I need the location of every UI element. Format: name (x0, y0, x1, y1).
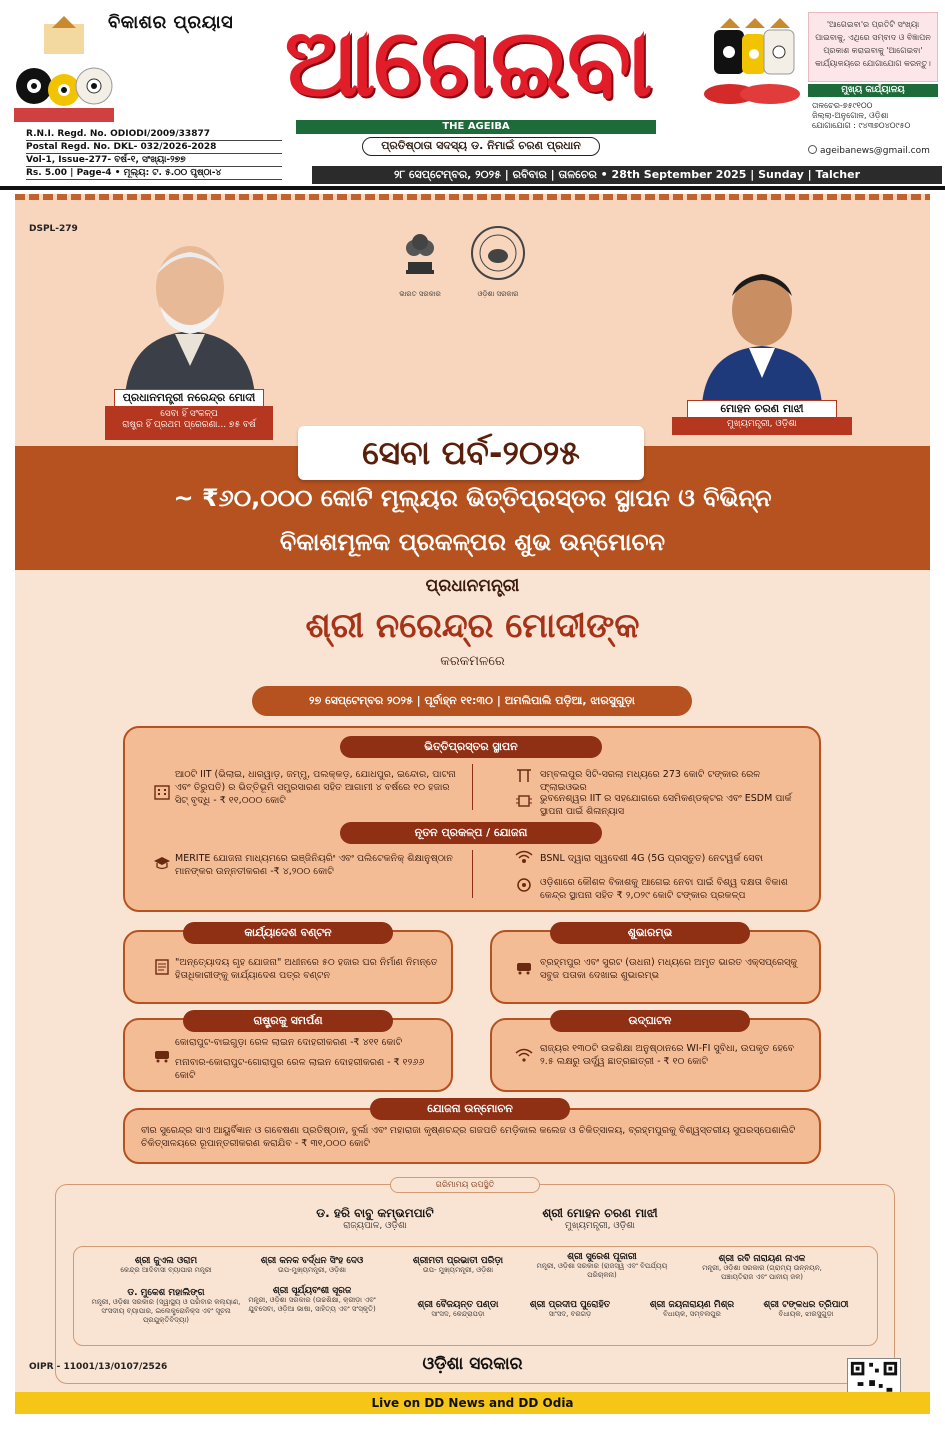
reg-line: Postal Regd. No. DKL- 032/2026-2028 (26, 141, 282, 154)
launch-header: ଶୁଭାରମ୍ଭ (550, 922, 750, 944)
scheme-text: ବୀର ସୁରେନ୍ଦ୍ର ସାଏ ଆୟୁର୍ବିଜ୍ଞାନ ଓ ଗବେଷଣା ପ୍ରତିଷ୍ଠାନ, ବୁର୍ଲା ଏବଂ ମହାରାଜା କୃଷ୍ଣଚନ୍ଦ୍ର ଗଜପତି ମେଡ଼ିକାଲ କଲେଜ ଓ ଚିକିତ୍ସାଳୟ, ବ୍ରହ୍ମପୁରକୁ ବିଶ୍ୱସ୍ତରୀୟ ସୁପରସ୍ପେଶାଲିଟି ଚିକିତ୍ସାଳୟରେ ରୂପାନ୍ତରୀକରଣ କରାଯିବ - ₹ ୩୧,୦୦୦ କୋଟି (141, 1125, 796, 1149)
pm-slogan-line2: ରାଷ୍ଟ୍ର ହିଁ ପ୍ରଥମ ପ୍ରେରଣା... ୭୫ ବର୍ଷ (122, 420, 256, 430)
emblem-caption: ଭାରତ ସରକାର (399, 290, 441, 298)
dignitary-name: ଶ୍ରୀ ଟଙ୍କଧର ତ୍ରିପାଠୀ (763, 1300, 849, 1310)
vip-designation: ରାଜ୍ୟପାଳ, ଓଡ଼ିଶା (343, 1221, 407, 1231)
office-title: ମୁଖ୍ୟ କାର୍ଯ୍ୟାଳୟ (808, 84, 938, 97)
new-skill-text: ଓଡ଼ିଶାରେ କୌଶଳ ବିକାଶକୁ ଆଗେଇ ନେବା ପାଇଁ ବିଶ୍ୱ ଦକ୍ଷତା ବିକାଶ କେନ୍ଦ୍ର ସ୍ଥାପନା ସହିତ ₹ ୨,୦୨୯ କୋଟି ଟଙ୍କାର ପ୍ରକଳ୍ପ (540, 877, 788, 901)
dignitary (91, 1288, 241, 1325)
masthead-tagline: ବିକାଶର ପ୍ରୟାସ (108, 12, 234, 33)
dignitary (91, 1256, 241, 1275)
vip-governor (275, 1206, 475, 1231)
cm-portrait (687, 254, 837, 404)
email-line[interactable] (808, 145, 940, 156)
signal-icon (515, 850, 533, 868)
ad-decorative-border (15, 194, 930, 200)
dedication-header: ରାଷ୍ଟ୍ରକୁ ସମର୍ପଣ (183, 1010, 393, 1032)
dignitaries-header: ଗରିମାମୟ ଉପସ୍ଥିତି (390, 1177, 540, 1193)
dignitary-designation: ବିଧାୟକ, ଝାରସୁଗୁଡ଼ା (778, 1310, 834, 1318)
dignitary (527, 1252, 677, 1280)
graduate-icon (153, 854, 171, 872)
event-details: ୨୭ ସେପ୍ଟେମ୍ବର ୨୦୨୫ | ପୂର୍ବାହ୍ନ ୧୧:୩୦ | ଅମଲିପାଲି ପଡ଼ିଆ, ଝାରସୁଗୁଡ଼ା (252, 686, 692, 716)
dignitary (383, 1256, 533, 1275)
seva-parba-title: ସେବା ପର୍ବ-୨୦୨୫ (298, 426, 644, 480)
dignitary-designation: ମନ୍ତ୍ରୀ, ଓଡ଼ିଶା ସରକାର (ଉଚ୍ଚଶିକ୍ଷା, କ୍ରୀଡ଼ା ଏବଂ ଯୁବସେବା, ଓଡ଼ିଆ ଭାଷା, ସାହିତ୍ୟ ଏବଂ ସଂସ୍କୃତି) (248, 1296, 376, 1313)
oipr-code: OIPR - 11001/13/0107/2526 (29, 1362, 168, 1372)
building-icon (153, 782, 171, 800)
contact-line: ଯୋଗାଯୋଗ : ୯୪୩୭୦୪୦୯୫୦ (812, 121, 911, 130)
dignitary-name: ଶ୍ରୀ ଜୁଏଲ ଓରାମ (134, 1256, 198, 1266)
foundation-esdm-text: ଭୁବନେଶ୍ୱର IIT ର ସହଯୋଗରେ ସେମିକଣ୍ଡକ୍ଟର ଏବଂ ESDM ପାର୍କ ସ୍ଥାପନା ପାଇଁ ଶିଳାନ୍ୟାସ (540, 793, 792, 817)
dignitary-designation: ମନ୍ତ୍ରୀ, ଓଡ଼ିଶା ସରକାର (ଗ୍ରାମ୍ୟ ଉନ୍ନୟନ, ପଞ୍ଚାୟତିରାଜ ଏବଂ ପାନୀୟ ଜଳ) (702, 1264, 822, 1281)
email-icon (808, 145, 817, 154)
vip-chief-minister (500, 1206, 700, 1231)
divider (472, 764, 473, 810)
train-icon (515, 958, 533, 976)
logo-text: ଆଗେଇବା (284, 8, 651, 118)
odisha-seal (463, 224, 533, 314)
launch-text: ବ୍ରହ୍ମପୁର ଏବଂ ସୁରଟ (ଉଧନା) ମଧ୍ୟରେ ଅମୃତ ଭାରତ ଏକ୍ସପ୍ରେସ୍‌କୁ ସବୁଜ ପତାକା ଦେଖାଇ ଶୁଭାରମ୍ଭ (540, 957, 798, 981)
dignitary-designation: ବିଧାୟକ, ସମ୍ବଲପୁର (663, 1310, 721, 1318)
jagannath-trinity-image (14, 16, 114, 124)
dignitary-name: ଶ୍ରୀ ବୈଜୟନ୍ତ ପଣ୍ଡା (417, 1300, 499, 1310)
dignitary-designation: ସାଂସଦ, ବରଗଡ଼ (548, 1310, 592, 1318)
dignitary-name: ଶ୍ରୀ ସୁରେଶ ପୂଜାରୀ (567, 1252, 637, 1262)
english-name: THE AGEIBA (296, 120, 656, 134)
title-line-2: ବିକାଶମୂଳକ ପ୍ରକଳ୍ପର ଶୁଭ ଉନ୍ମୋଚନ (279, 528, 666, 556)
work-orders-header: କାର୍ଯ୍ୟାଦେଶ ବଣ୍ଟନ (183, 922, 393, 944)
title-line-1: ~ ₹୬୦,୦୦୦ କୋଟି ମୂଲ୍ୟର ଭିତ୍ତିପ୍ରସ୍ତର ସ୍ଥାପନ ଓ ବିଭିନ୍ନ (173, 484, 772, 512)
dignitary-name: ଡ. ମୁକେଶ ମହାଲିଙ୍ଗ (127, 1288, 205, 1298)
live-broadcast-bar: Live on DD News and DD Odia (15, 1392, 930, 1414)
skill-icon (515, 876, 533, 894)
dignitary-name: ଶ୍ରୀ ପ୍ରଦୀପ ପୁରୋହିତ (529, 1300, 611, 1310)
pm-hands-text: କରକମଳରେ (440, 654, 505, 669)
contact-line: ତାଳଚେର-୭୫୯୧୦୦ (812, 101, 873, 110)
vip-designation: ମୁଖ୍ୟମନ୍ତ୍ରୀ, ଓଡ଼ିଶା (565, 1221, 635, 1231)
contact-line: ଜିଲ୍ଲା-ଅନୁଗୋଳ, ଓଡ଼ିଶା (812, 111, 889, 120)
office-contacts (812, 101, 938, 131)
train-icon (153, 1046, 171, 1064)
ad-code: DSPL-279 (29, 224, 78, 234)
divider (472, 850, 473, 898)
cm-name-tag: ମୋହନ ଚରଣ ମାଝୀ (687, 400, 837, 418)
pm-slogan-line1: ସେବା ହିଁ ସଂକଳ୍ପ (160, 409, 218, 419)
dignitary-designation: ଉପ- ମୁଖ୍ୟମନ୍ତ୍ରୀ, ଓଡ଼ିଶା (422, 1266, 494, 1274)
scheme-header: ଯୋଜନା ଉନ୍ମୋଚନ (370, 1098, 570, 1120)
new-merite-text: MERITE ଯୋଜନା ମାଧ୍ୟମରେ ଇଞ୍ଜିନିୟରିଂ ଏବଂ ପଲିଟେକନିକ୍ ଶିକ୍ଷାନୁଷ୍ଠାନ ମାନଙ୍କର ଉନ୍ନତୀକରଣ -₹ ୪,୨୦୦ କୋଟି (175, 853, 453, 877)
pm-slogan (105, 406, 273, 440)
odisha-government-label: ଓଡ଼ିଶା ସରକାର (422, 1354, 523, 1374)
reg-line: Rs. 5.00 | Page-4 • ମୂଲ୍ୟ: ଟ. ୫.୦୦ ପୃଷ୍ଠା-୪ (26, 167, 282, 180)
subscription-note: 'ଆଗେଇବା'ର ପ୍ରତିଟି ସଂଖ୍ୟା ପାଇବାକୁ, ଏଥିରେ ସମ୍ବାଦ ଓ ବିଜ୍ଞାପନ ପ୍ରକାଶ କରାଇବାକୁ 'ଆଗେଇବା' କାର୍ଯ୍ୟାଳୟରେ ଯୋଗାଯୋଗ କରନ୍ତୁ। (808, 12, 938, 82)
foundation-header: ଭିତ୍ତିପ୍ରସ୍ତର ସ୍ଥାପନ (340, 736, 602, 758)
opening-header: ଉଦ୍‌ଘାଟନ (550, 1010, 750, 1032)
chariot-deities-image (700, 18, 804, 110)
dignitary-name: ଶ୍ରୀ ରବି ନାରାୟଣ ନାଏକ (718, 1254, 806, 1264)
dedication-text-2: ମନାବାର-କୋରାପୁଟ-ଗୋରାପୁର ରେଳ ଲାଇନ ଦୋହରୀକରଣ - ₹ ୧୨୬୬ କୋଟି (175, 1057, 425, 1081)
dignitary (237, 1286, 387, 1314)
pm-name-large: ଶ୍ରୀ ନରେନ୍ଦ୍ର ମୋଦୀଙ୍କ (305, 606, 640, 646)
foundation-flyover-text: ସମ୍ବଲପୁର ସିଟି-ସରଲା ମଧ୍ୟରେ 273 କୋଟି ଟଙ୍କାର ରେଳ ଫ୍ଲାଇଓଭର (540, 769, 761, 793)
foundation-iit-text: ଆଠଟି IIT (ଭିଲାଇ, ଧାରୱାଡ଼, ଜମ୍ମୁ, ପଲକ୍କଡ଼, ଯୋଧପୁର, ଇନ୍ଦୋର, ପାଟନା ଏବଂ ତିରୁପତି) ର ଭିତ୍ତିଭୂମି ସମ୍ପ୍ରସାରଣ ସହିତ ଆଗାମୀ ୪ ବର୍ଷରେ ୧୦ ହଜାର ସିଟ୍ ବୃଦ୍ଧି - ₹ ୧୧,୦୦୦ କୋଟି (175, 769, 456, 806)
cm-designation: ମୁଖ୍ୟମନ୍ତ୍ରୀ, ଓଡ଼ିଶା (672, 417, 852, 435)
registration-block (26, 128, 282, 180)
dignitary-name: ଶ୍ରୀମତୀ ପ୍ରଭାତୀ ପରିଡ଼ା (412, 1256, 504, 1266)
newspaper-logo[interactable] (250, 4, 685, 122)
dignitary (687, 1254, 837, 1282)
seal-caption: ଓଡ଼ିଶା ସରକାର (477, 290, 519, 298)
work-orders-text: "ଅନ୍ତ୍ୟୋଦୟ ଗୃହ ଯୋଜନା" ଅଧୀନରେ ୫୦ ହଜାର ଘର ନିର୍ମାଣ ନିମନ୍ତେ ହିତାଧିକାରୀଙ୍କୁ କାର୍ଯ୍ୟାଦେଶ ପତ୍ର ବଣ୍ଟନ (175, 957, 438, 981)
dedication-text-1: କୋରାପୁଟ-ବାଇଗୁଡ଼ା ରେଳ ଲାଇନ ଦୋହରୀକରଣ -₹ ୪୧୧ କୋଟି (175, 1037, 403, 1048)
dignitary-designation: ସାଂସଦ, କେନ୍ଦ୍ରାପଡ଼ା (431, 1310, 485, 1318)
chip-icon (515, 792, 533, 810)
vip-name: ଶ୍ରୀ ମୋହନ ଚରଣ ମାଝୀ (542, 1206, 658, 1220)
odisha-seal-icon (470, 224, 526, 282)
masthead (0, 0, 945, 185)
opening-text: ରାଜ୍ୟର ୧୩୦ଟି ଉଚ୍ଚଶିକ୍ଷା ଅନୁଷ୍ଠାନରେ WI-FI ସୁବିଧା, ଉପକୃତ ହେବେ ୨.୫ ଲକ୍ଷରୁ ଊର୍ଦ୍ଧ୍ୱ ଛାତ୍ରଛାତ୍ରୀ - ₹ ୧୦ କୋଟି (540, 1043, 795, 1067)
india-emblem (390, 224, 450, 314)
dignitary-designation: ମନ୍ତ୍ରୀ, ଓଡ଼ିଶା ସରକାର (ରାଜସ୍ୱ ଏବଂ ବିପର୍ଯ୍ୟୟ ପରିଚାଳନା) (536, 1262, 668, 1279)
document-icon (153, 958, 171, 976)
ashoka-emblem-icon (400, 224, 440, 282)
dignitary-designation: କେନ୍ଦ୍ର ଆଦିବାସୀ ବ୍ୟାପାର ମନ୍ତ୍ରୀ (120, 1266, 212, 1274)
founder-line: ପ୍ରତିଷ୍ଠାତା ସଦସ୍ୟ ଡ. ନିମାଇଁ ଚରଣ ପ୍ରଧାନ (362, 137, 600, 156)
email-text: ageibanews@gmail.com (820, 146, 930, 156)
pm-portrait (115, 226, 265, 396)
dignitary (731, 1300, 881, 1319)
new-bsnl-text: BSNL ଦ୍ୱାରା ସ୍ୱଦେଶୀ 4G (5G ପ୍ରସ୍ତୁତ) ନେଟୱର୍କ ସେବା (540, 853, 764, 864)
new-projects-header: ନୂତନ ପ୍ରକଳ୍ପ / ଯୋଜନା (340, 822, 602, 844)
dignitary-designation: ମନ୍ତ୍ରୀ, ଓଡ଼ିଶା ସରକାର (ସ୍ୱାସ୍ଥ୍ୟ ଓ ପରିବାର କଲ୍ୟାଣ, ସଂସଦୀୟ ବ୍ୟାପାର, ଇଲେକ୍ଟ୍ରୋନିକ୍ସ ଏବଂ ସୂଚନା ପ୍ରଯୁକ୍ତିବିଦ୍ୟା) (91, 1298, 241, 1324)
reg-line: Vol-1, Issue-277- ବର୍ଷ-୧, ସଂଖ୍ୟା-୨୭୭ (26, 154, 282, 167)
reg-line: R.N.I. Regd. No. ODIODI/2009/33877 (26, 128, 282, 141)
masthead-rule (0, 186, 945, 190)
dignitary-name: ଶ୍ରୀ ସୂର୍ଯ୍ୟବଂଶୀ ସୂରଜ (272, 1286, 352, 1296)
railway-icon (515, 766, 533, 784)
wifi-icon (515, 1046, 533, 1064)
government-advertisement (15, 194, 930, 1414)
pm-label: ପ୍ରଧାନମନ୍ତ୍ରୀ (425, 576, 520, 596)
dateline: ୨୮ ସେପ୍ଟେମ୍ବର, ୨୦୨୫ | ରବିବାର | ତାଳଚେର • 28th September 2025 | Sunday | Talcher (312, 166, 942, 184)
pm-name-tag: ପ୍ରଧାନମନ୍ତ୍ରୀ ନରେନ୍ଦ୍ର ମୋଦୀ (114, 389, 264, 407)
dignitary-designation: ଉପ-ମୁଖ୍ୟମନ୍ତ୍ରୀ, ଓଡ଼ିଶା (278, 1266, 346, 1274)
vip-name: ଡ. ହରି ବାବୁ କମ୍ଭମପାଟି (316, 1206, 434, 1220)
dignitary (237, 1256, 387, 1275)
dignitary-name: ଶ୍ରୀ କନକ ବର୍ଦ୍ଧନ ସିଂହ ଦେଓ (260, 1256, 364, 1266)
dignitary-name: ଶ୍ରୀ ଜୟନାରାୟଣ ମିଶ୍ର (649, 1300, 735, 1310)
